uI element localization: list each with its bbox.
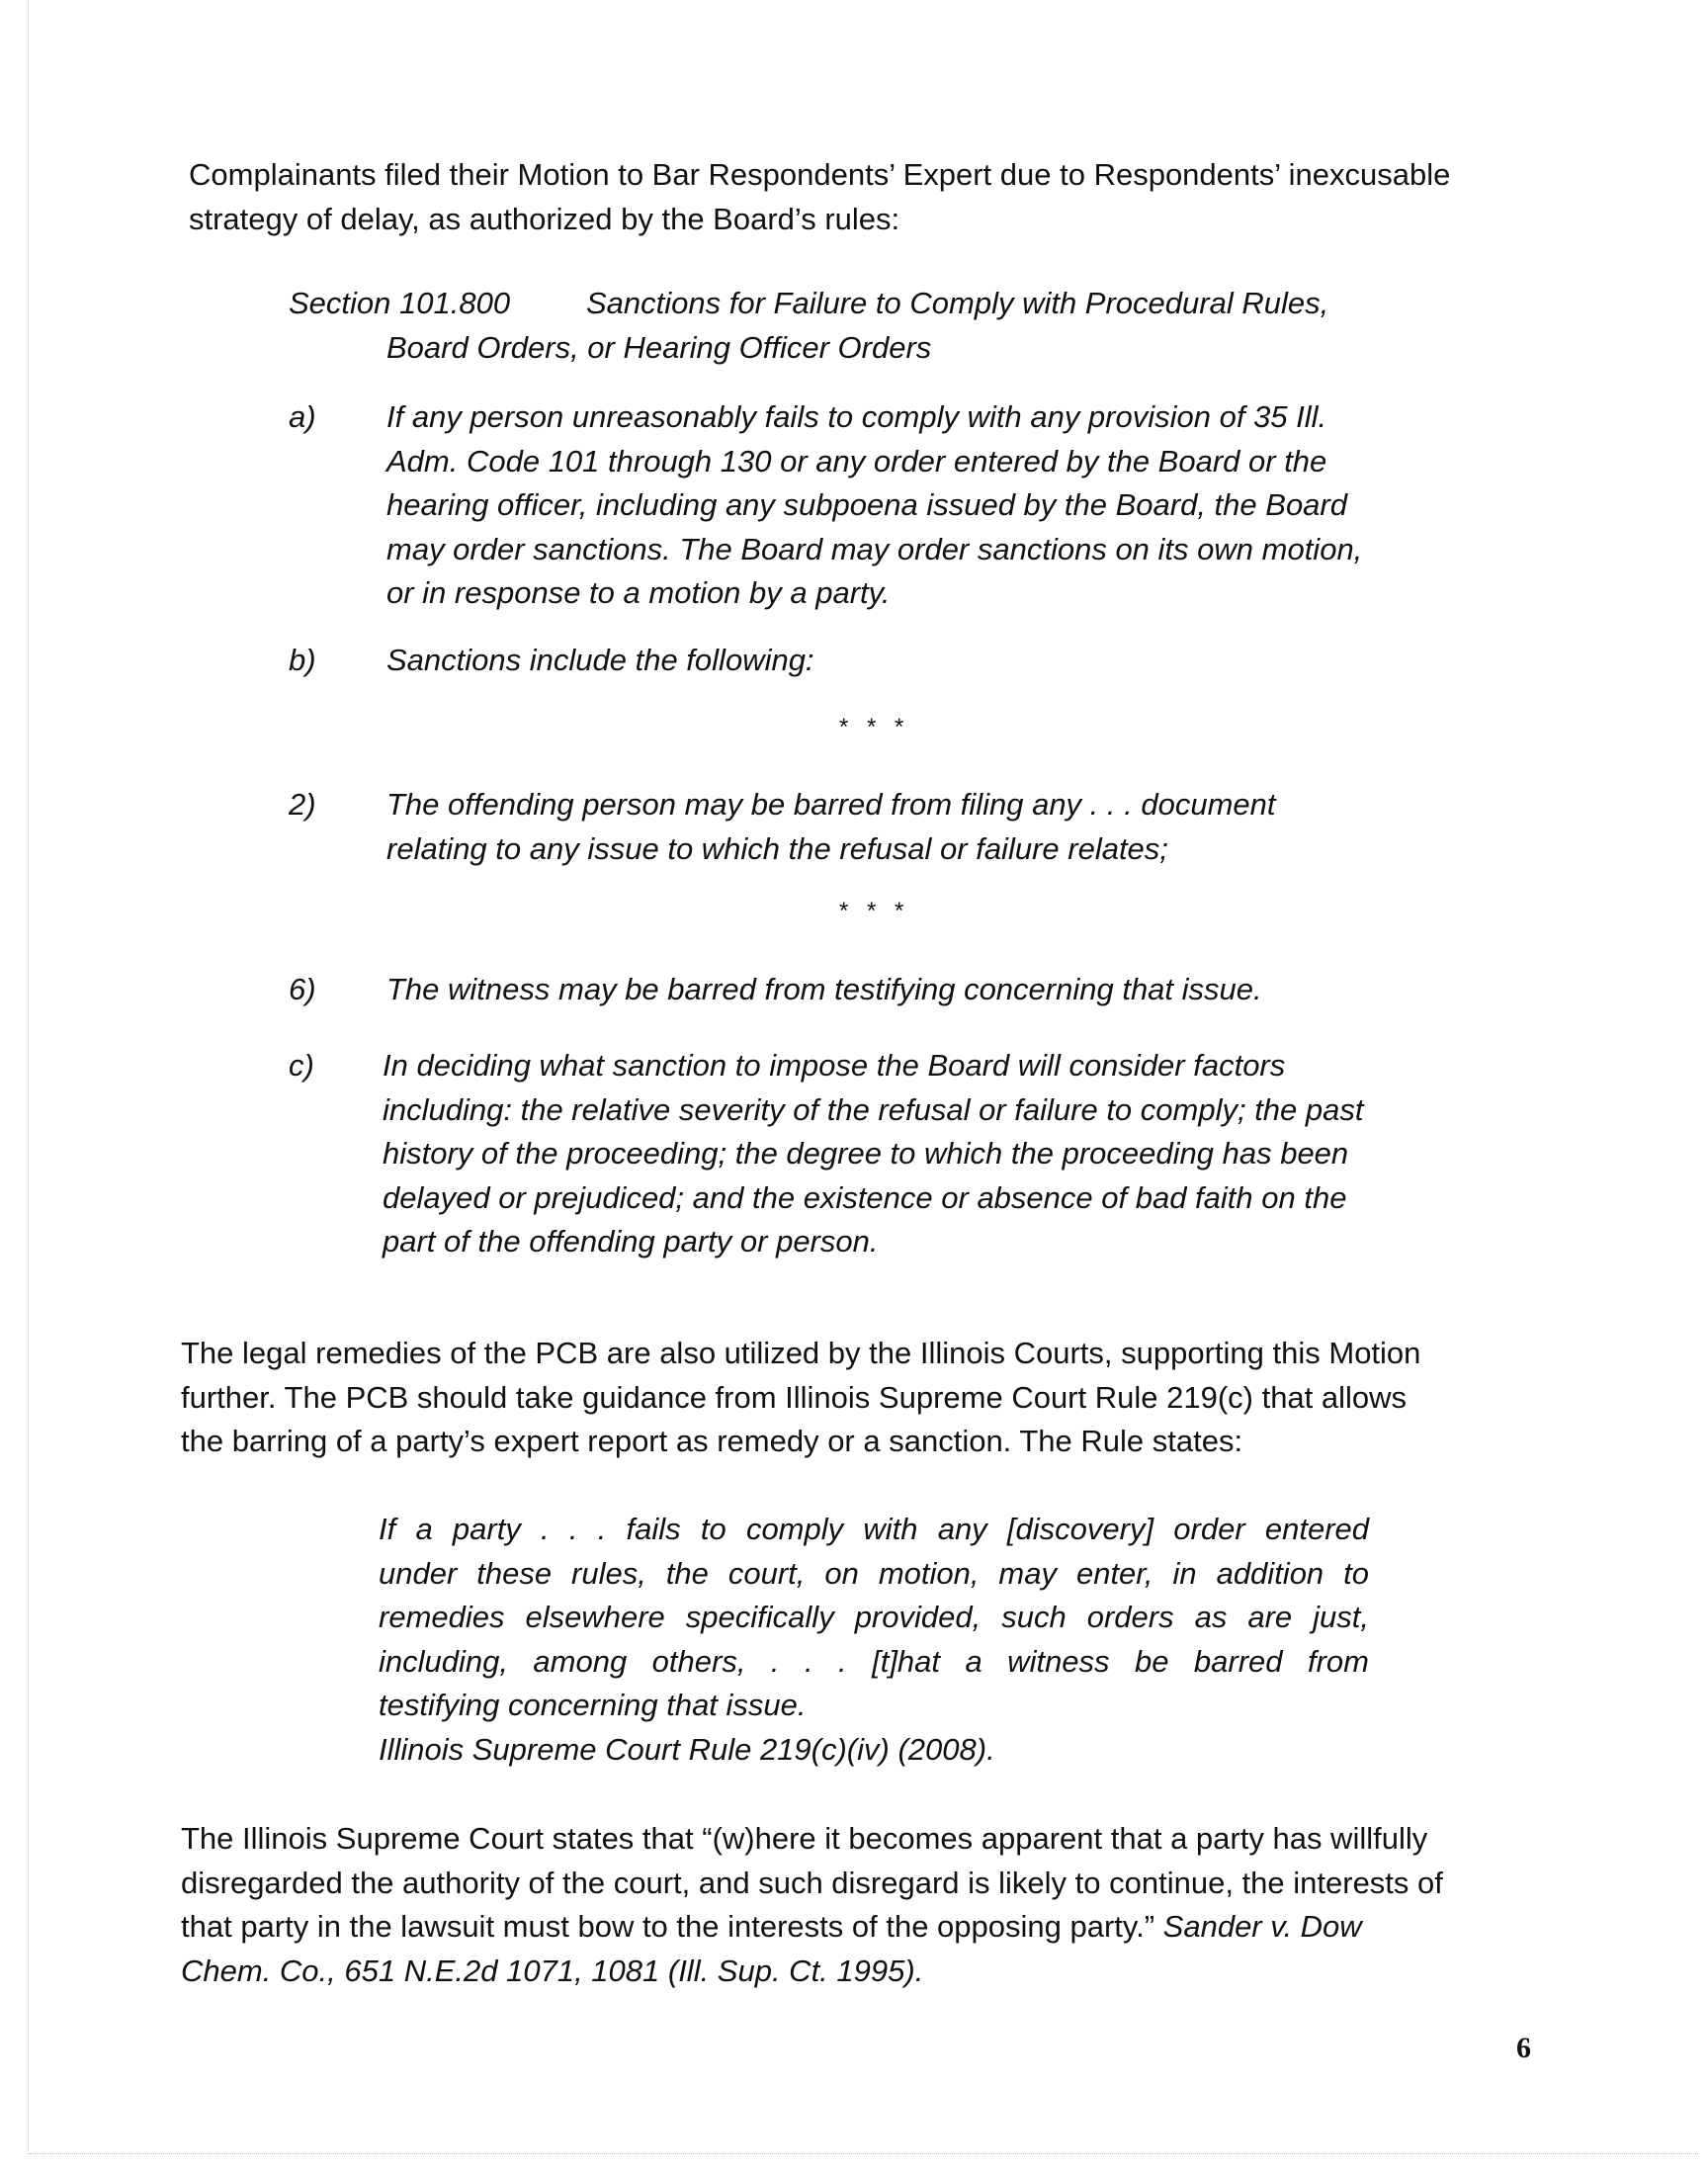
section-title: Sanctions for Failure to Comply with Procedural Rules, [586, 286, 1329, 320]
rule-line: may order sanctions. The Board may order sanctions on its own motion, [386, 531, 1363, 566]
supreme-line [181, 1905, 1443, 1950]
scan-edge-bottom [28, 2153, 1698, 2154]
supreme-line: disregarded the authority of the court, and such disregard is likely to continue, the interests of [181, 1865, 1443, 1900]
courts-line: The legal remedies of the PCB are also utilized by the Illinois Courts, supporting this Motion [181, 1336, 1421, 1370]
quote-line: remedies elsewhere specifically provided, such orders as are just, [379, 1600, 1369, 1634]
block-quote [379, 1508, 1369, 1772]
rule-item-c-text [383, 1044, 1364, 1264]
rule-line: including: the relative severity of the refusal or failure to comply; the past [383, 1091, 1364, 1127]
omission-asterisks: * * * [838, 898, 909, 924]
scan-edge-left [28, 0, 29, 2150]
rule-line: In deciding what sanction to impose the Board will consider factors [383, 1048, 1286, 1083]
section-number: Section 101.800 [289, 286, 511, 320]
quote-line: under these rules, the court, on motion, may enter, in addition to [379, 1555, 1369, 1591]
rule-item-marker: b) [289, 643, 316, 677]
rule-item-marker: a) [289, 399, 316, 434]
supreme-line-text: that party in the lawsuit must bow to the interests of the opposing party.” [181, 1909, 1163, 1944]
rule-line: The offending person may be barred from filing any . . . document [386, 787, 1276, 822]
rule-item-6-text [386, 968, 1262, 1012]
page-number: 6 [1516, 2032, 1531, 2064]
courts-line: further. The PCB should take guidance from Illinois Supreme Court Rule 219(c) that allows [181, 1379, 1408, 1415]
courts-paragraph [181, 1332, 1420, 1464]
supreme-line: The Illinois Supreme Court states that “(w)here it becomes apparent that a party has willfully [181, 1821, 1428, 1856]
rule-line: part of the offending party or person. [383, 1224, 879, 1259]
rule-item-b-text [386, 639, 814, 683]
rule-item-2-text [386, 783, 1275, 871]
rule-item-marker: 6) [289, 972, 316, 1006]
rule-line: hearing officer, including any subpoena issued by the Board, the Board [386, 487, 1347, 522]
rule-line: Adm. Code 101 through 130 or any order entered by the Board or the [386, 443, 1327, 478]
rule-line: delayed or prejudiced; and the existence or absence of bad faith on the [383, 1179, 1347, 1215]
rule-item-a-text [386, 395, 1362, 616]
supreme-court-paragraph [181, 1817, 1443, 1993]
case-citation: Sander v. Dow [1162, 1909, 1362, 1944]
rule-line: The witness may be barred from testifying concerning that issue. [386, 972, 1262, 1006]
intro-line: strategy of delay, as authorized by the Board’s rules: [189, 201, 900, 236]
rule-line: relating to any issue to which the refusal or failure relates; [386, 830, 1168, 866]
rule-line: If any person unreasonably fails to comply with any provision of 35 Ill. [386, 399, 1327, 434]
case-citation-continued: Chem. Co., 651 N.E.2d 1071, 1081 (Ill. Sup. Ct. 1995). [181, 1953, 924, 1988]
quote-line: If a party . . . fails to comply with any [discovery] order entered [379, 1512, 1369, 1546]
quote-line: including, among others, . . . [t]hat a witness be barred from [379, 1643, 1369, 1679]
intro-paragraph [189, 153, 1450, 241]
intro-line: Complainants filed their Motion to Bar Respondents’ Expert due to Respondents’ inexcusable [189, 157, 1451, 192]
quote-citation: Illinois Supreme Court Rule 219(c)(iv) (2008). [379, 1731, 995, 1767]
rule-line: Sanctions include the following: [386, 643, 814, 677]
rule-line: history of the proceeding; the degree to which the proceeding has been [383, 1136, 1349, 1171]
courts-line: the barring of a party’s expert report as remedy or a sanction. The Rule states: [181, 1424, 1243, 1458]
rule-item-marker: c) [289, 1048, 314, 1083]
section-title-continued: Board Orders, or Hearing Officer Orders [386, 330, 932, 365]
rule-item-marker: 2) [289, 787, 316, 822]
rule-line: or in response to a motion by a party. [386, 575, 891, 610]
omission-asterisks: * * * [838, 714, 909, 740]
quote-line: testifying concerning that issue. [379, 1688, 807, 1722]
